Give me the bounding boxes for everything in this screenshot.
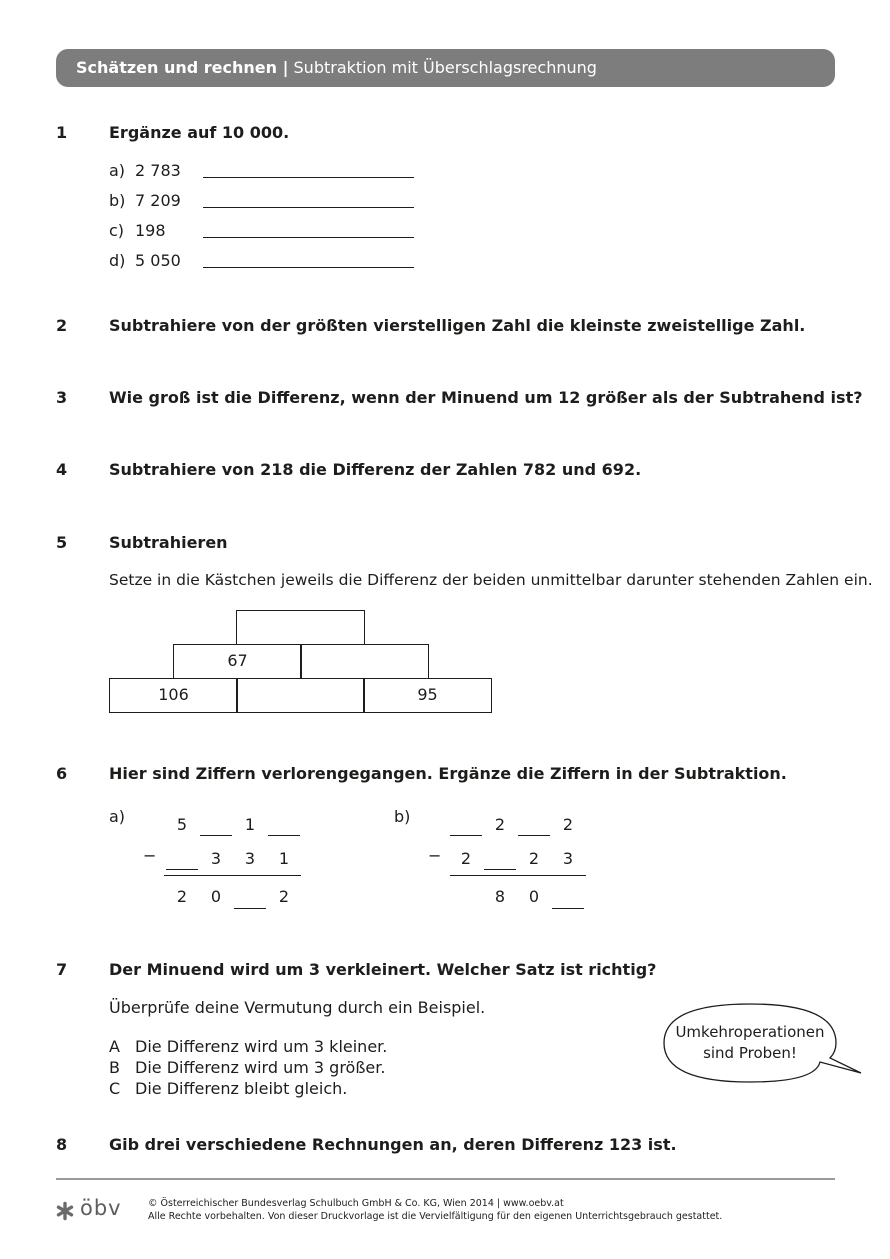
task1-title: Ergänze auf 10 000. [109, 123, 290, 142]
task7-number: 7 [56, 960, 68, 979]
task6-number: 6 [56, 764, 68, 783]
task3-number: 3 [56, 388, 68, 407]
task1-value-a: 2 783 [135, 161, 181, 180]
task6b-r3-blank4[interactable] [552, 908, 584, 909]
obv-logo-text: öbv [80, 1196, 122, 1220]
task1-answer-line-c[interactable] [203, 237, 414, 238]
pyramid-top-box[interactable] [236, 610, 365, 645]
task6b-label: b) [394, 807, 411, 826]
task6b-r1-d4: 2 [562, 815, 574, 834]
pyramid-bottom-box-right[interactable]: 95 [363, 678, 492, 713]
task5-title: Subtrahieren [109, 533, 228, 552]
task2-title: Subtrahiere von der größten vierstelligen Zahl die kleinste zweistellige Zahl. [109, 316, 806, 335]
task7-option-b-letter: B [109, 1058, 120, 1077]
task6a-r1-blank2[interactable] [200, 835, 232, 836]
task6a-r2-d3: 3 [244, 849, 256, 868]
task5-instruction: Setze in die Kästchen jeweils die Differenz der beiden unmittelbar darunter stehenden Zahlen ein. [109, 571, 873, 589]
task6b-r2-d3: 2 [528, 849, 540, 868]
task6b-r2-blank2[interactable] [484, 869, 516, 870]
task6b-r3-d2: 8 [494, 887, 506, 906]
task6a-result-line [164, 875, 301, 876]
task6b-r2-d1: 2 [460, 849, 472, 868]
task1-value-c: 198 [135, 221, 166, 240]
task6a-r3-d4: 2 [278, 887, 290, 906]
pyramid-middle-box-left[interactable]: 67 [173, 644, 302, 679]
task6a-r1-d3: 1 [244, 815, 256, 834]
task6b-result-line [450, 875, 586, 876]
task6a-r1-d1: 5 [176, 815, 188, 834]
task4-title: Subtrahiere von 218 die Differenz der Zahlen 782 und 692. [109, 460, 642, 479]
task1-value-d: 5 050 [135, 251, 181, 270]
pyramid-middle-box-right[interactable] [300, 644, 429, 679]
task1-answer-line-b[interactable] [203, 207, 414, 208]
bubble-line-2: sind Proben! [703, 1044, 797, 1062]
task8-title: Gib drei verschiedene Rechnungen an, deren Differenz 123 ist. [109, 1135, 677, 1154]
pyramid-bottom-box-left[interactable]: 106 [109, 678, 238, 713]
task1-label-a: a) [109, 161, 126, 180]
bubble-line-1: Umkehroperationen [675, 1023, 825, 1041]
task6a-r3-blank3[interactable] [234, 908, 266, 909]
footer-divider [56, 1178, 835, 1180]
task6a-r2-blank1[interactable] [166, 869, 198, 870]
task6a-r2-d4: 1 [278, 849, 290, 868]
task8-number: 8 [56, 1135, 68, 1154]
task6b-r3-d3: 0 [528, 887, 540, 906]
footer-copyright: © Österreichischer Bundesverlag Schulbuch GmbH & Co. KG, Wien 2014 | www.oebv.at [148, 1198, 564, 1209]
task6a-r3-d1: 2 [176, 887, 188, 906]
footer-rights: Alle Rechte vorbehalten. Von dieser Druckvorlage ist die Vervielfältigung für den eigenen Unterrichtsgebrauch gestattet. [148, 1211, 723, 1222]
task7-option-a-letter: A [109, 1037, 120, 1056]
task6a-r3-d2: 0 [210, 887, 222, 906]
worksheet-header [56, 49, 835, 87]
task2-number: 2 [56, 316, 68, 335]
task6b-r1-d2: 2 [494, 815, 506, 834]
task6a-r2-d2: 3 [210, 849, 222, 868]
task6a-label: a) [109, 807, 126, 826]
task7-option-c-text: Die Differenz bleibt gleich. [135, 1079, 348, 1098]
header-title-bold: Schätzen und rechnen | [76, 58, 289, 77]
task7-option-c-letter: C [109, 1079, 121, 1098]
task7-instruction: Überprüfe deine Vermutung durch ein Beispiel. [109, 998, 486, 1017]
task7-title: Der Minuend wird um 3 verkleinert. Welcher Satz ist richtig? [109, 960, 657, 979]
task6-title: Hier sind Ziffern verlorengegangen. Ergänze die Ziffern in der Subtraktion. [109, 764, 787, 783]
header-title-rest: Subtraktion mit Überschlagsrechnung [288, 58, 597, 77]
task7-option-a-text: Die Differenz wird um 3 kleiner. [135, 1037, 388, 1056]
task1-label-d: d) [109, 251, 126, 270]
task6b-minus-sign: − [428, 846, 442, 865]
task4-number: 4 [56, 460, 68, 479]
speech-bubble-icon [660, 1000, 866, 1086]
task6b-r1-blank3[interactable] [518, 835, 550, 836]
task6b-r2-d4: 3 [562, 849, 574, 868]
task7-option-b-text: Die Differenz wird um 3 größer. [135, 1058, 386, 1077]
task5-number: 5 [56, 533, 68, 552]
task3-title: Wie groß ist die Differenz, wenn der Minuend um 12 größer als der Subtrahend ist? [109, 388, 863, 407]
task1-label-c: c) [109, 221, 125, 240]
task1-label-b: b) [109, 191, 126, 210]
obv-logo-mark-icon [55, 1201, 75, 1221]
task1-number: 1 [56, 123, 68, 142]
task1-answer-line-d[interactable] [203, 267, 414, 268]
task1-value-b: 7 209 [135, 191, 181, 210]
pyramid-bottom-box-middle[interactable] [236, 678, 365, 713]
task6b-r1-blank1[interactable] [450, 835, 482, 836]
task6a-minus-sign: − [143, 846, 157, 865]
task1-answer-line-a[interactable] [203, 177, 414, 178]
task6a-r1-blank4[interactable] [268, 835, 300, 836]
